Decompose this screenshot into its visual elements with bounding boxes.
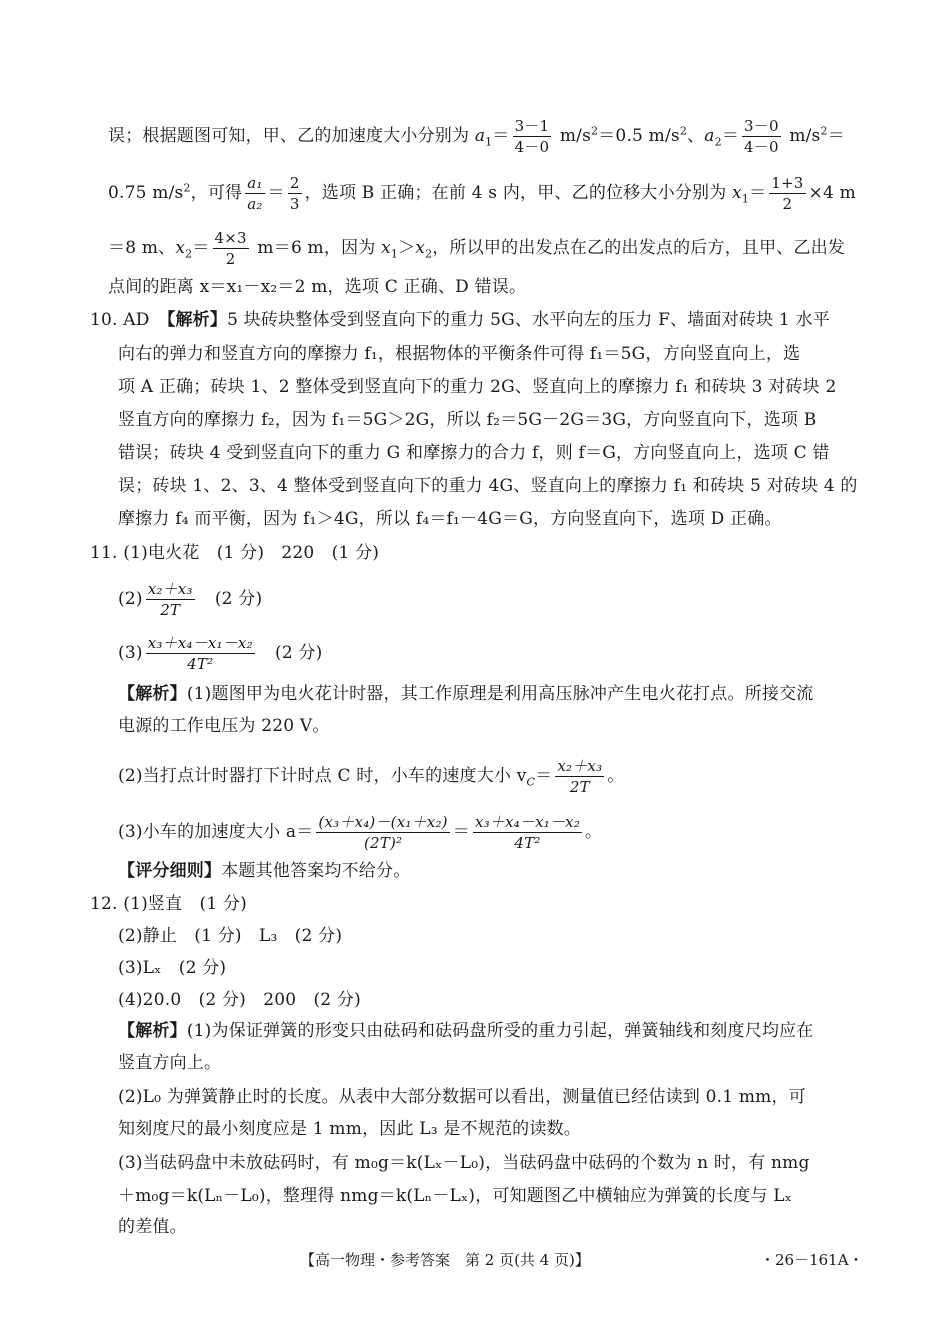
q12-line-4: (4)20.0 (2 分) 200 (2 分): [118, 990, 361, 1010]
q11-scoring: 【评分细则】本题其他答案均不给分。: [118, 861, 411, 881]
q11-line-1: 11. (1)电火花 (1 分) 220 (1 分): [90, 543, 380, 563]
q12-explain-7: 的差值。: [118, 1217, 187, 1237]
q11-explain-3: (2)当打点计时器打下计时点 C 时，小车的速度大小 $v_C=$ $\frac{\text{x₂＋x₃}}{2T}$ 。: [118, 757, 625, 796]
q12-explain-6: ＋m₀g＝k(Lₙ－L₀)，整理得 nmg＝k(Lₙ－Lₓ)，可知题图乙中横轴应为弹簧的长度与 Lₓ: [118, 1186, 793, 1206]
page-footer-title: 【高一物理・参考答案 第 2 页(共 4 页)】: [300, 1251, 590, 1269]
q12-explain-2: 竖直方向上。: [118, 1053, 222, 1073]
q9-line-2: 0.75 $m/s^2$，可得 $\frac{\text{a₁}}{\text{a₂}}$ ＝ $\frac{2}{3}$ ，选项 B 正确；在前 4 s 内，甲、乙的位移大小分别为 $x_1=$ $\frac{1+3}{2}$ ×4 m: [108, 174, 856, 213]
q12-line-1: 12. (1)竖直 (1 分): [90, 894, 248, 914]
q12-line-2: (2)静止 (1 分) L₃ (2 分): [118, 926, 343, 946]
q9-line-1: 误；根据题图可知，甲、乙的加速度大小分别为 $a_1=$ $\frac{3-1}{4-0}$ $m/s^2=0.5$ $m/s^2$、$a_2=$ $\frac{3-0}{4-0}$ $m/s^2=$: [108, 117, 845, 156]
q12-explain-1: 【解析】(1)为保证弹簧的形变只由砝码和砝码盘所受的重力引起，弹簧轴线和刻度尺均应在: [118, 1021, 814, 1041]
q11-explain-2: 电源的工作电压为 220 V。: [118, 716, 330, 736]
q11-answer-2: (2) $\frac{\text{x₂＋x₃}}{2T}$ (2 分): [118, 580, 263, 619]
q10-line-6: 误；砖块 1、2、3、4 整体受到竖直向下的重力 4G、竖直向上的摩擦力 f₁ 和砖块 5 对砖块 4 的: [118, 476, 858, 496]
q12-explain-4: 知刻度尺的最小刻度应是 1 mm，因此 L₃ 是不规范的读数。: [118, 1119, 581, 1139]
q12-line-3: (3)Lₓ (2 分): [118, 958, 227, 978]
q11-answer-3: (3) $\frac{\text{x₃＋x₄－x₁－x₂}}{\text{4T²}}$ (2 分): [118, 634, 323, 673]
q11-explain-1: 【解析】(1)题图甲为电火花计时器，其工作原理是利用高压脉冲产生电火花打点。所接交流: [118, 684, 814, 704]
q9-line-3: ＝8 m、$x_2=$ $\frac{4\times 3}{2}$ m＝6 m，因为 $x_1>x_2$，所以甲的出发点在乙的出发点的后方，且甲、乙出发: [108, 229, 846, 268]
q10-line-2: 向右的弹力和竖直方向的摩擦力 f₁，根据物体的平衡条件可得 f₁＝5G，方向竖直向上，选: [118, 344, 801, 364]
q11-explain-4: (3)小车的加速度大小 a＝ $\frac{\text{(x₃＋x₄)－(x₁＋x₂)}}{\text{(2T)²}}$ ＝ $\frac{\text{x₃＋x₄－x₁－x₂}}{\text{4T²}}$ 。: [118, 813, 603, 852]
page-footer-code: ・26－161A・: [760, 1251, 864, 1269]
q12-explain-5: (3)当砝码盘中未放砝码时，有 m₀g＝k(Lₓ－L₀)，当砝码盘中砝码的个数为 n 时，有 nmg: [118, 1153, 810, 1173]
q12-explain-3: (2)L₀ 为弹簧静止时的长度。从表中大部分数据可以看出，测量值已经估读到 0.1 mm，可: [118, 1087, 806, 1107]
q10-line-1: 10. AD 【解析】5 块砖块整体受到竖直向下的重力 5G、水平向左的压力 F、墙面对砖块 1 水平: [90, 310, 830, 330]
q10-line-7: 摩擦力 f₄ 而平衡，因为 f₁＞4G，所以 f₄＝f₁－4G＝G，方向竖直向下，选项 D 正确。: [118, 509, 782, 529]
q9-line-4: 点间的距离 x＝x₁－x₂＝2 m，选项 C 正确、D 错误。: [108, 277, 527, 297]
q10-line-4: 竖直方向的摩擦力 f₂，因为 f₁＝5G＞2G，所以 f₂＝5G－2G＝3G，方向竖直向下，选项 B: [118, 410, 817, 430]
q10-line-5: 错误；砖块 4 受到竖直向下的重力 G 和摩擦力的合力 f，则 f＝G，方向竖直向上，选项 C 错: [118, 443, 830, 463]
q10-line-3: 项 A 正确；砖块 1、2 整体受到竖直向下的重力 2G、竖直向上的摩擦力 f₁ 和砖块 3 对砖块 2: [118, 377, 837, 397]
